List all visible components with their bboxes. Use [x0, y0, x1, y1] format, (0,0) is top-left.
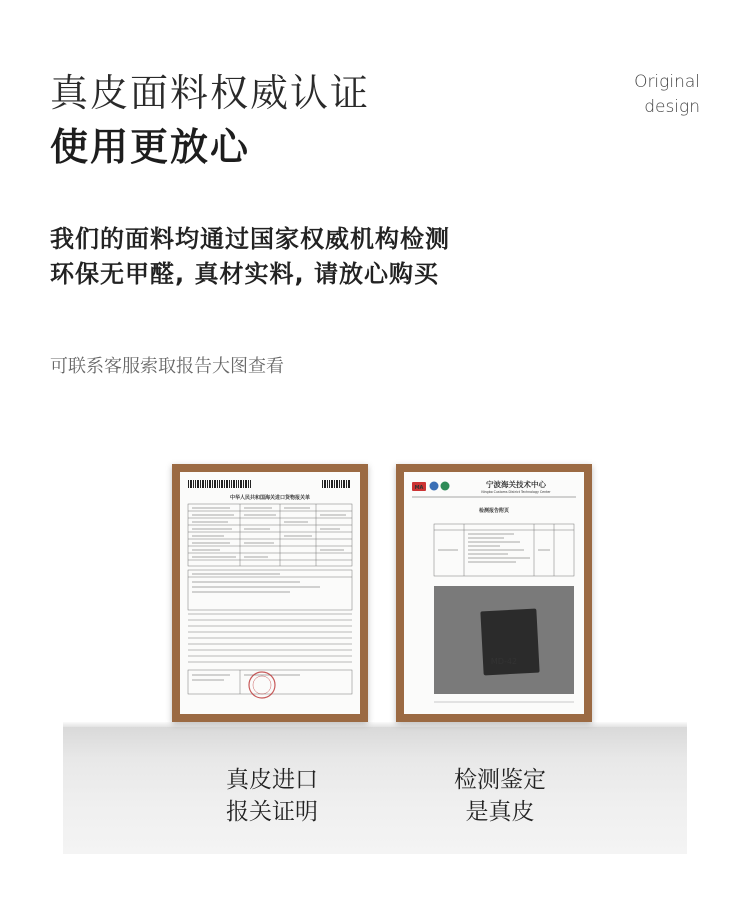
- org-name-en: Ningbo Customs District Technology Center: [481, 490, 551, 494]
- brand-line1: Original: [634, 72, 700, 92]
- sample-label: MD-42: [490, 657, 518, 666]
- report-doc-title: 检测报告附页: [478, 508, 510, 514]
- cnas-logo-icon: [441, 482, 450, 491]
- cma-logo-icon: [412, 482, 426, 491]
- barcode-right-icon: [322, 480, 350, 488]
- caption-inspection-line1: 检测鉴定: [454, 767, 546, 793]
- customs-form-grid: [188, 504, 352, 694]
- caption-customs: [192, 764, 352, 828]
- caption-customs-line1: 真皮进口: [226, 767, 318, 793]
- iso-logo-icon: [430, 482, 439, 491]
- customs-seal-icon: [249, 672, 275, 698]
- description-line1: 我们的面料均通过国家权威机构检测: [50, 225, 450, 253]
- contact-hint: 可联系客服索取报告大图查看: [50, 356, 284, 377]
- org-name-cn: 宁波海关技术中心: [486, 480, 546, 489]
- customs-doc-title: 中华人民共和国海关进口货物报关单: [229, 495, 311, 501]
- inspection-report-graphic: [404, 472, 584, 714]
- svg-text:MA: MA: [414, 485, 424, 491]
- customs-declaration-paper: [180, 472, 360, 714]
- customs-declaration-certificate[interactable]: [172, 464, 368, 722]
- barcode-left-icon: [188, 480, 251, 488]
- customs-form-text: [192, 508, 346, 680]
- inspection-report-certificate[interactable]: [396, 464, 592, 722]
- caption-inspection-line2: 是真皮: [465, 799, 535, 825]
- brand-line2: design: [644, 97, 700, 117]
- customs-declaration-graphic: [180, 472, 360, 714]
- page-title-line2: 使用更放心: [50, 125, 251, 169]
- caption-inspection: [420, 764, 580, 828]
- caption-customs-line2: 报关证明: [226, 799, 318, 825]
- brand-tagline: [634, 70, 700, 120]
- inspection-report-paper: [404, 472, 584, 714]
- display-pedestal: [63, 727, 687, 854]
- description-line2: 环保无甲醛, 真材实料, 请放心购买: [50, 260, 439, 288]
- page-title-line1: 真皮面料权威认证: [50, 71, 371, 115]
- report-table-text: [438, 534, 550, 562]
